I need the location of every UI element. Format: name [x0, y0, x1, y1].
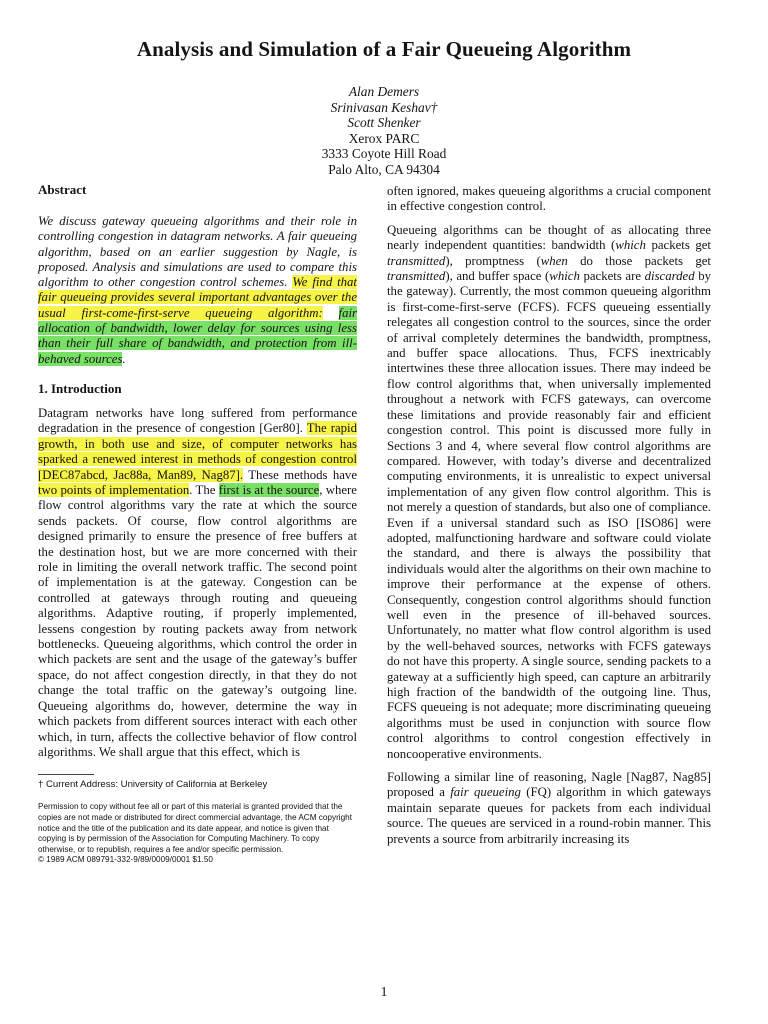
paper-title: Analysis and Simulation of a Fair Queueing Algorithm	[136, 37, 632, 61]
emphasis-run: discarded	[644, 269, 695, 284]
affiliation-line: Palo Alto, CA 94304	[328, 161, 440, 177]
text-run: ), promptness (	[445, 253, 541, 268]
body-paragraph	[387, 770, 711, 847]
emphasis-run: transmitted	[387, 253, 446, 268]
text-run: packets get	[645, 238, 711, 253]
text-run: These methods have	[243, 467, 357, 482]
body-paragraph	[387, 184, 711, 215]
author-name: Srinivasan Keshav†	[330, 99, 438, 115]
text-run: .	[122, 351, 126, 366]
introduction-text	[38, 406, 357, 760]
emphasis-run: transmitted	[387, 269, 446, 284]
emphasis-run: fair queueing	[450, 785, 521, 800]
emphasis-run: which	[549, 269, 580, 284]
text-run	[323, 306, 339, 320]
text-run: Datagram networks have long suffered from performance degradation in the presence of congestion [Ger80].	[38, 405, 357, 436]
text-run: We discuss gateway queueing algorithms and their role in controlling congestion in datagram networks. A fair queueing algorithm, based on an earlier suggestion by Nagle, is proposed. Analysis and simulations are used to compare this algorithm to other congestion control schemes.	[38, 214, 357, 290]
highlight-green: fair allocation of bandwidth, lower delay for sources using less than their full share of bandwidth, and protection from ill-behaved sources	[38, 305, 358, 366]
text-run: ), and buffer space (	[445, 269, 550, 284]
author-name: Scott Shenker	[347, 115, 421, 131]
footnote: † Current Address: University of California at Berkeley	[38, 779, 268, 791]
text-run: . The	[189, 483, 219, 497]
right-column	[387, 184, 711, 847]
abstract-heading: Abstract	[38, 182, 87, 197]
emphasis-run: when	[540, 253, 568, 268]
page-number: 1	[380, 985, 388, 1000]
permission-text: Permission to copy without fee all or part of this material is granted provided that the copies are not made or distributed for direct commercial advantage, the ACM copyright notice and the title of the publication and its date appear, and notice is given that copying is by permission of the Association for Computing Machinery. To copy otherwise, or to republish, requires a fee and/or specific permission.	[38, 802, 353, 854]
footnote-rule	[38, 774, 94, 775]
introduction-heading: 1. Introduction	[38, 380, 122, 396]
emphasis-run: which	[615, 238, 646, 253]
body-paragraph	[387, 223, 711, 762]
text-run: Following a similar line of reasoning, Nagle [Nag87, Nag85] proposed a	[387, 770, 711, 800]
left-column	[38, 182, 357, 866]
text-run: packets are	[579, 269, 645, 284]
text-run: Queueing algorithms can be thought of as allocating three nearly independent quantities: bandwidth (	[387, 222, 711, 253]
affiliation-line: Xerox PARC	[348, 130, 420, 146]
highlight-yellow: The rapid growth, in both use and size, of computer networks has sparked a renewed interest in methods of congestion control [DEC87abcd, Jac88a, Man89, Nag87].	[38, 421, 357, 482]
text-run: do those packets get	[567, 253, 711, 268]
author-name: Alan Demers	[348, 84, 420, 99]
abstract-text	[38, 214, 357, 367]
highlight-yellow: two points of implementation	[38, 483, 190, 497]
affiliation-line: 3333 Coyote Hill Road	[321, 146, 447, 162]
permission-notice	[38, 802, 357, 866]
text-run: by the gateway). Currently, the most common queueing algorithm is first-come-first-serve (FCFS). FCFS queueing essentially relegates all congestion control to the sources, since the order of arrival completely determines the bandwidth, promptness, and buffer space allocations. Thus, FCFS inextricably intertwines these three allocation issues. There may indeed be flow control algorithms that, when universally implemented throughout a network with FCFS gateways, can overcome these limitations and provide reasonably fair and efficient congestion control. This point is discussed more fully in Sections 3 and 4, where several flow control algorithms are compared. However, with today’s diverse and decentralized computing environments, it is unrealistic to expect universal implementation of any given flow control algorithm. This is not merely a question of standards, but also one of compliance. Even if a universal standard such as ISO [ISO86] were adopted, malfunctioning hardware and software could violate the standard, and there is always the possibility that individuals would alter the algorithms on their own machine to improve their performance at the expense of others. Consequently, congestion control algorithms should function well even in the presence of ill-behaved sources. Unfortunately, no matter what flow control algorithm is used by the well-behaved sources, networks with FCFS gateways do not have this property. A single source, sending packets to a gateway at a sufficiently high speed, can capture an arbitrarily high fraction of the bandwidth of the outgoing line. Thus, FCFS queueing is not adequate; more discriminating queueing algorithms must be used in conjunction with source flow control algorithms to control congestion effectively in noncooperative environments.	[387, 269, 712, 761]
highlight-yellow: We find that fair queueing provides several important advantages over the usual first-come-first-serve queueing algorithm:	[38, 275, 357, 320]
text-run: , where flow control algorithms vary the rate at which the source sends packets. Of course, flow control algorithms are designed primarily to ensure the presence of free buffers at the destination host, but we are more concerned with their role in limiting the overall network traffic. The second point of implementation is at the gateway. Congestion can be controlled at gateways through routing and queueing algorithms. Adaptive routing, if properly implemented, lessens congestion by routing packets away from network bottlenecks. Queueing algorithms, which control the order in which packets are sent and the usage of the gateway’s buffer space, do not affect congestion directly, in that they do not change the total traffic on the gateway’s outgoing line. Queueing algorithms do, however, determine the way in which packets from different sources interact with each other which, in turn, affects the collective behavior of flow control algorithms. We shall argue that this effect, which is	[38, 483, 357, 759]
text-run: (FQ) algorithm in which gateways maintain separate queues for packets from each individual source. The queues are serviced in a round-robin manner. This prevents a source from arbitrarily increasing its	[387, 785, 711, 846]
highlight-green: first is at the source	[218, 483, 320, 497]
copyright-line: © 1989 ACM 089791-332-9/89/0009/0001 $1.50	[38, 855, 213, 865]
author-block	[0, 84, 768, 178]
text-run: often ignored, makes queueing algorithms a crucial component in effective congestion control.	[387, 184, 711, 214]
